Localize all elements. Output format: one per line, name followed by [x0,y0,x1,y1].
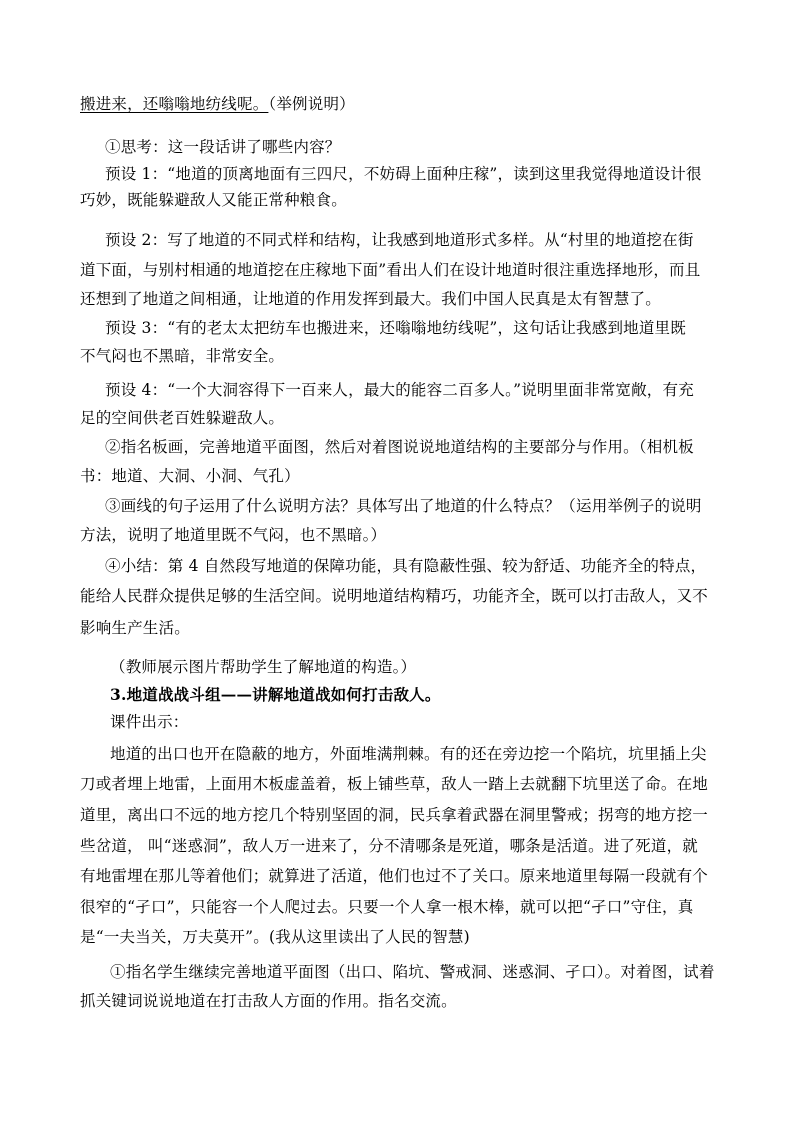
preset-3-line-2: 不气闷也不黑暗，非常安全。 [80,347,285,365]
preset-3-line-1: 预设 3：“有的老太太把纺车也搬进来，还嗡嗡地纺线呢”，这句话让我感到地道里既 [105,319,686,337]
passage-line-1: 地道的出口也开在隐蔽的地方，外面堆满荆棘。有的还在旁边挖一个陷坑，坑里插上尖 [110,745,707,763]
courseware-label: 课件出示： [110,713,189,731]
preset-4-line-1: 预设 4：“一个大洞容得下一百来人，最大的能容二百多人。”说明里面非常宽敞，有充 [105,381,694,399]
paragraph-line [80,94,355,114]
preset-2-line-3: 还想到了地道之间相通，让地道的作用发挥到最大。我们中国人民真是太有智慧了。 [80,290,661,308]
teacher-note: （教师展示图片帮助学生了解地道的构造。） [110,658,417,676]
step-5-line-2: 抓关键词说说地道在打击敌人方面的作用。指名交流。 [80,992,457,1010]
think-question: ①思考：这一段话讲了哪些内容？ [105,138,341,156]
step-4-line-3: 影响生产生活。 [80,619,190,637]
step-2-line-2: 书：地道、大洞、小洞、气孔） [80,467,300,485]
passage-line-6: 很窄的“孑口”，只能容一个人爬过去。只要一个人拿一根木棒，就可以把“孑口”守住，真 [80,898,694,916]
passage-line-7: 是“一夫当关，万夫莫开”。(我从这里读出了人民的智慧) [80,928,470,946]
step-2-line-1: ②指名板画，完善地道平面图，然后对着图说说地道结构的主要部分与作用。（相机板 [105,438,694,456]
preset-2-line-2: 道下面，与别村相通的地道挖在庄稼地下面”看出人们在设计地道时很注重选择地形，而且 [80,261,701,279]
preset-2-line-1: 预设 2：写了地道的不同式样和结构，让我感到地道形式多样。从“村里的地道挖在街 [105,231,694,249]
preset-4-line-2: 足的空间供老百姓躲避敌人。 [80,409,285,427]
underlined-text: 搬进来，还嗡嗡地纺线呢。 [80,95,269,113]
step-4-line-1: ④小结：第 4 自然段写地道的保障功能，具有隐蔽性强、较为舒适、功能齐全的特点， [105,557,707,575]
section-heading: 3.地道战战斗组——讲解地道战如何打击敌人。 [110,685,441,704]
step-3-line-2: 方法，说明了地道里既不气闷，也不黑暗。） [80,526,387,544]
preset-1-line-1: 预设 1：“地道的顶离地面有三四尺，不妨碍上面种庄稼”，读到这里我觉得地道设计很 [105,165,702,183]
step-5-line-1: ①指名学生继续完善地道平面图（出口、陷坑、警戒洞、迷惑洞、孑口）。对着图，试着 [110,963,715,981]
passage-line-5: 有地雷埋在那儿等着他们；就算进了活道，他们也过不了关口。原来地道里每隔一段就有个 [80,867,709,885]
preset-1-line-2: 巧妙，既能躲避敌人又能正常种粮食。 [80,191,347,209]
annotation-text: （举例说明） [268,95,355,113]
passage-line-3: 道里，离出口不远的地方挖几个特别坚固的洞，民兵拿着武器在洞里警戒；拐弯的地方挖一 [80,806,709,824]
passage-line-2: 刀或者埋上地雷，上面用木板虚盖着，板上铺些草，敌人一踏上去就翻下坑里送了命。在地 [80,775,709,793]
passage-line-4: 些岔道， 叫“迷惑洞”，敌人万一进来了，分不清哪条是死道，哪条是活道。进了死道，就 [80,837,698,855]
step-3-line-1: ③画线的句子运用了什么说明方法？具体写出了地道的什么特点？（运用举例子的说明 [105,497,702,515]
step-4-line-2: 能给人民群众提供足够的生活空间。说明地道结构精巧，功能齐全，既可以打击敌人，又不 [80,587,709,605]
